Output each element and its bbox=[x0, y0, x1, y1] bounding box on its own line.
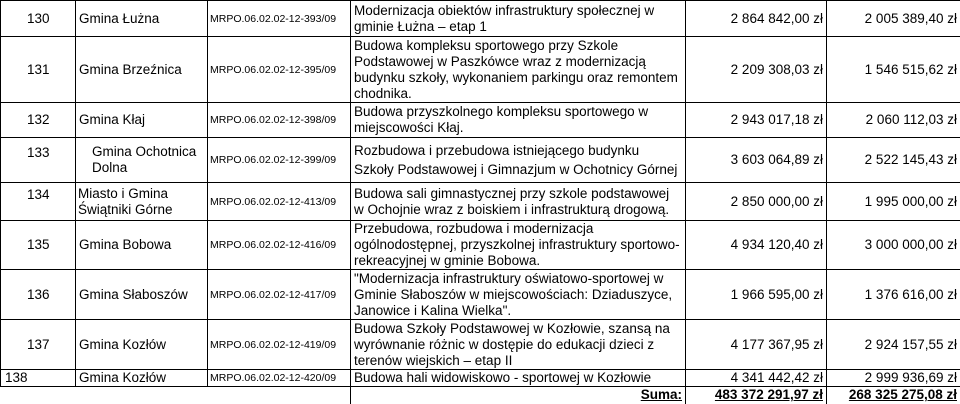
row-number: 137 bbox=[1, 320, 76, 370]
project-title: Budowa Szkoły Podstawowej w Kozłowie, szansą na wyrównanie różnic w dostępie do edukacji dzieci z terenów wiejskich – etap II bbox=[351, 320, 686, 370]
grant-amount: 3 000 000,00 zł bbox=[827, 221, 960, 270]
total-cost: 4 341 442,42 zł bbox=[686, 370, 827, 387]
grant-amount: 2 924 157,55 zł bbox=[827, 320, 960, 370]
row-number: 135 bbox=[1, 221, 76, 270]
gmina-name: Gmina Kozłów bbox=[76, 320, 208, 370]
row-number: 131 bbox=[1, 37, 76, 103]
grant-amount: 2 522 145,43 zł bbox=[827, 138, 960, 183]
grant-amount: 1 376 616,00 zł bbox=[827, 270, 960, 320]
table-row bbox=[1, 103, 960, 138]
project-title: Rozbudowa i przebudowa istniejącego budynku Szkoły Podstawowej i Gimnazjum w Ochotnicy Górnej bbox=[351, 138, 686, 183]
row-number: 132 bbox=[1, 103, 76, 138]
table-row bbox=[1, 138, 960, 183]
summary-grant-amount: 268 325 275,08 zł bbox=[827, 387, 960, 404]
gmina-name: Gmina Słaboszów bbox=[76, 270, 208, 320]
gmina-name: Gmina Brzeźnica bbox=[76, 37, 208, 103]
row-number: 130 bbox=[1, 1, 76, 37]
project-title: Budowa przyszkolnego kompleksu sportowego w miejscowości Kłaj. bbox=[351, 103, 686, 138]
project-title: Przebudowa, rozbudowa i modernizacja ogólnodostępnej, przyszkolnej infrastruktury sportowo-rekreacyjnej w gminie Bobowa. bbox=[351, 221, 686, 270]
project-title: Budowa sali gimnastycznej przy szkole podstawowej w Ochojnie wraz z boiskiem i infrastrukturą drogową. bbox=[351, 183, 686, 221]
table-row bbox=[1, 370, 960, 387]
row-number: 133 bbox=[1, 138, 76, 183]
project-code: MRPO.06.02.02-12-419/09 bbox=[208, 320, 351, 370]
total-cost: 2 209 308,03 zł bbox=[686, 37, 827, 103]
gmina-name: Gmina Kozłów bbox=[76, 370, 208, 387]
gmina-name: Gmina Kłaj bbox=[76, 103, 208, 138]
table-row bbox=[1, 183, 960, 221]
gmina-name: Gmina Ochotnica Dolna bbox=[76, 138, 208, 183]
grant-amount: 1 546 515,62 zł bbox=[827, 37, 960, 103]
project-code: MRPO.06.02.02-12-416/09 bbox=[208, 221, 351, 270]
project-title: Budowa kompleksu sportowego przy Szkole Podstawowej w Paszkówce wraz z modernizacją budynku szkoły, wykonaniem parkingu oraz remontem chodnika. bbox=[351, 37, 686, 103]
project-title: Budowa hali widowiskowo - sportowej w Kozłowie bbox=[351, 370, 686, 387]
grant-amount: 2 999 936,69 zł bbox=[827, 370, 960, 387]
grant-amount: 2 060 112,03 zł bbox=[827, 103, 960, 138]
project-code: MRPO.06.02.02-12-393/09 bbox=[208, 1, 351, 37]
total-cost: 3 603 064,89 zł bbox=[686, 138, 827, 183]
total-cost: 2 864 842,00 zł bbox=[686, 1, 827, 37]
table-row bbox=[1, 1, 960, 37]
project-code: MRPO.06.02.02-12-395/09 bbox=[208, 37, 351, 103]
table-row bbox=[1, 221, 960, 270]
project-code: MRPO.06.02.02-12-413/09 bbox=[208, 183, 351, 221]
total-cost: 2 850 000,00 zł bbox=[686, 183, 827, 221]
project-code: MRPO.06.02.02-12-420/09 bbox=[208, 370, 351, 387]
total-cost: 2 943 017,18 zł bbox=[686, 103, 827, 138]
project-title: "Modernizacja infrastruktury oświatowo-sportowej w Gminie Słaboszów w miejscowościach: Dziaduszyce, Janowice i Kalina Wielka". bbox=[351, 270, 686, 320]
project-title: Modernizacja obiektów infrastruktury społecznej w gminie Łużna – etap 1 bbox=[351, 1, 686, 37]
grant-amount: 1 995 000,00 zł bbox=[827, 183, 960, 221]
total-cost: 1 966 595,00 zł bbox=[686, 270, 827, 320]
summary-label: Suma: bbox=[351, 387, 686, 404]
table-row bbox=[1, 270, 960, 320]
project-code: MRPO.06.02.02-12-399/09 bbox=[208, 138, 351, 183]
gmina-name: Gmina Łużna bbox=[76, 1, 208, 37]
summary-total-cost: 483 372 291,97 zł bbox=[686, 387, 827, 404]
row-number: 134 bbox=[1, 183, 76, 221]
table-row bbox=[1, 320, 960, 370]
table-row bbox=[1, 37, 960, 103]
total-cost: 4 934 120,40 zł bbox=[686, 221, 827, 270]
row-number: 136 bbox=[1, 270, 76, 320]
gmina-name: Miasto i Gmina Świątniki Górne bbox=[76, 183, 208, 221]
grant-amount: 2 005 389,40 zł bbox=[827, 1, 960, 37]
project-code: MRPO.06.02.02-12-398/09 bbox=[208, 103, 351, 138]
total-cost: 4 177 367,95 zł bbox=[686, 320, 827, 370]
project-code: MRPO.06.02.02-12-417/09 bbox=[208, 270, 351, 320]
gmina-name: Gmina Bobowa bbox=[76, 221, 208, 270]
row-number: 138 bbox=[1, 370, 76, 387]
